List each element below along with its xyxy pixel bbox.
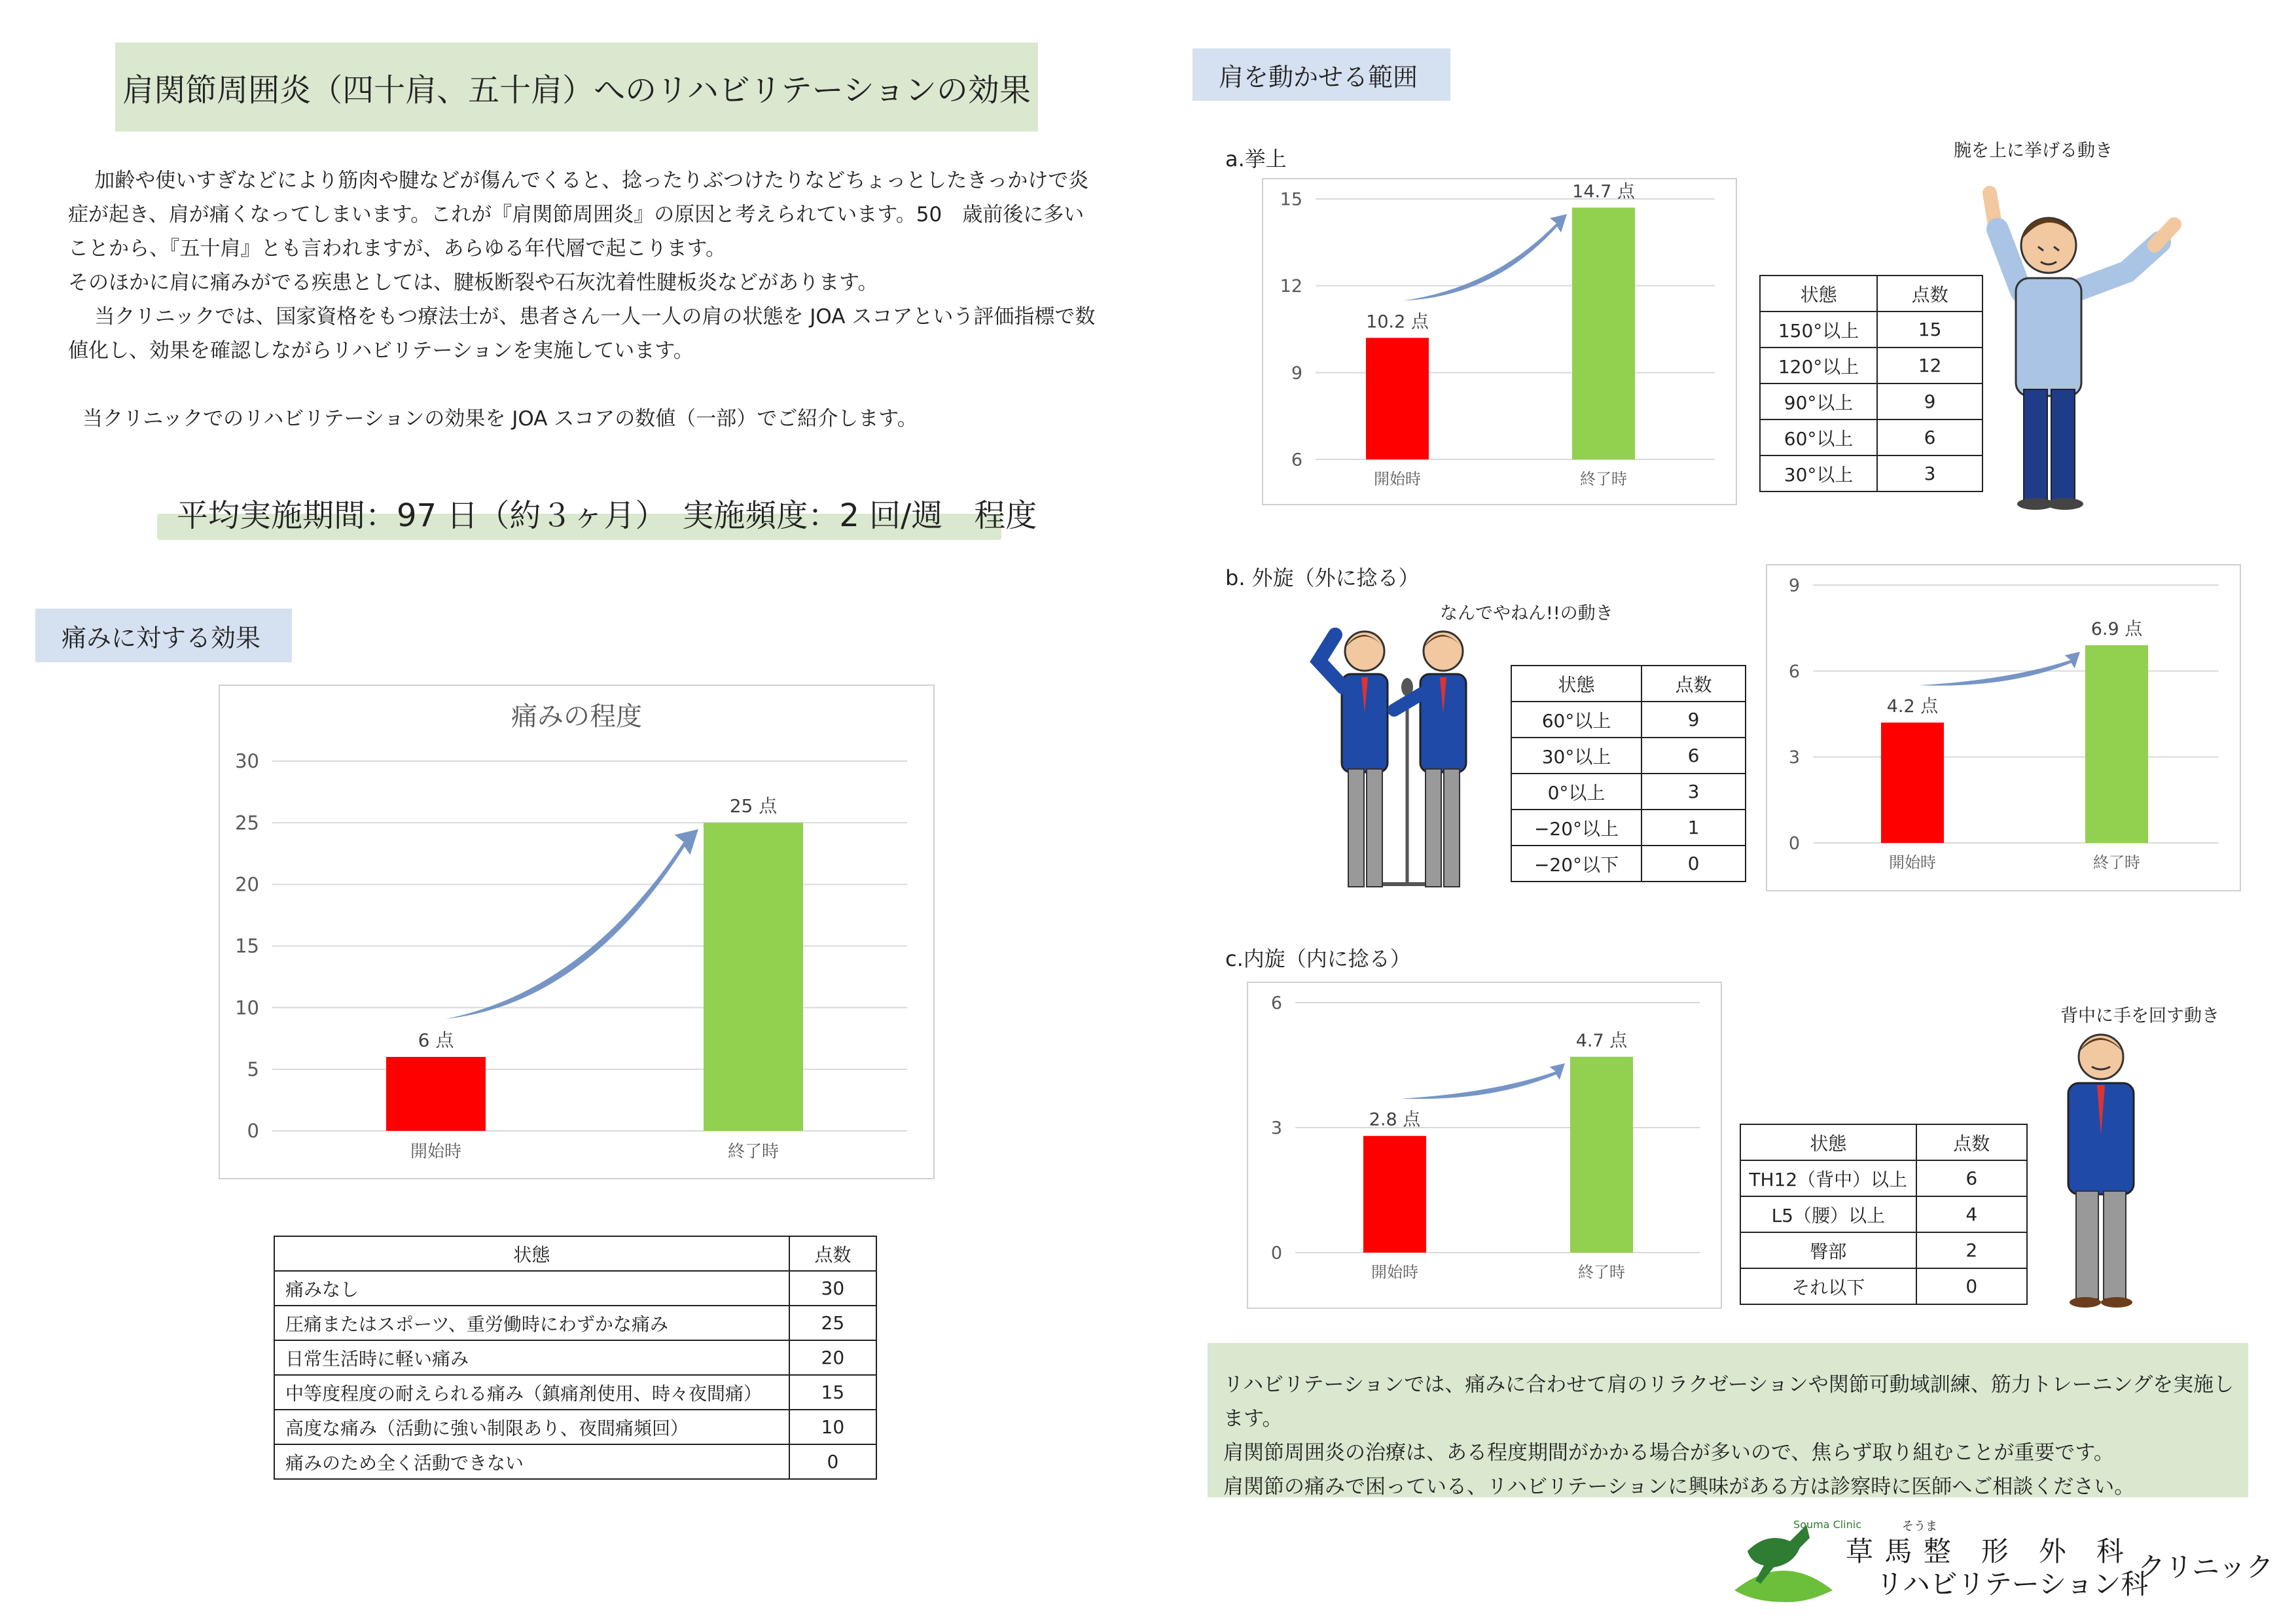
bar-end (1570, 1057, 1633, 1253)
y-tick-label: 25 (235, 812, 259, 834)
table-cell-state: −20°以下 (1511, 846, 1641, 882)
y-tick-label: 3 (1788, 747, 1800, 768)
external-rotation-chart-box (1766, 564, 2241, 891)
summary-line-1: リハビリテーションでは、痛みに合わせて肩のリラクゼーションや関節可動域訓練、筋力トレーニングを実施します。 (1223, 1373, 2234, 1431)
table-row (274, 1444, 876, 1479)
table-cell-state: L5（腰）以上 (1740, 1196, 1916, 1232)
table-cell-state: それ以下 (1740, 1268, 1916, 1304)
intro-paragraph-2: そのほかに肩に痛みがでる疾患としては、腱板断裂や石灰沈着性腱板炎などがあります。 (68, 271, 878, 294)
comedians-illustration (1309, 622, 1499, 893)
table-cell-score: 9 (1641, 702, 1746, 738)
logo-ruby: そうま (1902, 1520, 1937, 1533)
y-tick-label: 20 (235, 873, 259, 896)
page-title-text: 肩関節周囲炎（四十肩、五十肩）へのリハビリテーションの効果 (122, 71, 1031, 109)
x-category-label: 終了時 (2093, 853, 2140, 872)
increase-arrow-icon (1919, 652, 2080, 686)
table-row (1740, 1232, 2027, 1268)
x-category-label: 終了時 (1580, 470, 1627, 488)
table-header-cell: 状態 (274, 1236, 789, 1271)
table-cell-score: 4 (1916, 1196, 2027, 1232)
hand-behind-back-figure-illustration (2049, 1027, 2153, 1309)
table-row (1740, 1196, 2027, 1232)
table-cell-state: 圧痛またはスポーツ、重労働時にわずかな痛み (274, 1306, 789, 1340)
table-header-cell: 状態 (1740, 1124, 1916, 1160)
logo-line-2: リハビリテーション科 (1876, 1568, 2149, 1600)
table-cell-state: 中等度程度の耐えられる痛み（鎮痛剤使用、時々夜間痛） (274, 1375, 789, 1410)
elevation-label: a.挙上 (1225, 147, 1287, 171)
table-row (1511, 738, 1746, 774)
data-label: 10.2 点 (1366, 312, 1429, 332)
rom-section-heading (1193, 48, 1450, 101)
y-tick-label: 0 (1270, 1243, 1282, 1264)
table-cell-score: 3 (1641, 774, 1746, 810)
summary-box (1208, 1343, 2248, 1497)
table-cell-state: −20°以上 (1511, 810, 1641, 846)
table-cell-state: 30°以上 (1511, 738, 1641, 774)
table-cell-score: 15 (1877, 312, 1982, 348)
x-category-label: 開始時 (1374, 470, 1421, 488)
table-header-cell: 点数 (1916, 1124, 2027, 1160)
table-row (1760, 312, 1982, 348)
increase-arrow-icon (1404, 214, 1567, 300)
y-tick-label: 15 (1280, 189, 1302, 210)
internal-rotation-caption: 背中に手を回す動き (2060, 1006, 2219, 1026)
period-banner (157, 494, 1037, 540)
bar-start (1363, 1136, 1426, 1253)
table-cell-score: 1 (1641, 810, 1746, 846)
table-cell-score: 15 (789, 1375, 876, 1410)
table-row (1760, 348, 1982, 383)
data-label: 14.7 点 (1572, 181, 1635, 202)
bar-start (386, 1057, 486, 1131)
table-header-cell: 状態 (1511, 666, 1641, 702)
intro-paragraph-3: 当クリニックでは、国家資格をもつ療法士が、患者さん一人一人の肩の状態を JOA スコアという評価指標で数値化し、効果を確認しながらリハビリテーションを実施しています。 (68, 305, 1096, 363)
table-cell-score: 0 (1641, 846, 1746, 882)
intro-text (68, 164, 1102, 436)
external-rotation-chart (1767, 565, 2240, 890)
elevation-chart-box (1262, 178, 1737, 505)
x-category-label: 開始時 (1371, 1263, 1418, 1281)
data-label: 2.8 点 (1369, 1109, 1421, 1130)
table-cell-score: 6 (1641, 738, 1746, 774)
intro-paragraph-4: 当クリニックでのリハビリテーションの効果を JOA スコアの数値（一部）でご紹介します。 (82, 407, 918, 431)
y-tick-label: 6 (1270, 993, 1282, 1014)
y-tick-label: 3 (1270, 1118, 1282, 1139)
y-tick-label: 6 (1291, 450, 1302, 471)
table-cell-score: 10 (789, 1410, 876, 1444)
y-tick-label: 6 (1788, 661, 1800, 682)
page-title (115, 43, 1038, 132)
table-cell-state: TH12（背中）以上 (1740, 1160, 1916, 1196)
table-cell-score: 0 (789, 1444, 876, 1479)
table-row (1740, 1268, 2027, 1304)
table-header-cell: 点数 (789, 1236, 876, 1271)
y-tick-label: 15 (235, 935, 259, 957)
table-cell-state: 90°以上 (1760, 383, 1877, 419)
summary-line-2: 肩関節周囲炎の治療は、ある程度期間がかかる場合が多いので、焦らず取り組むことが重要です。 (1223, 1441, 2114, 1465)
external-rotation-caption: なんでやねん!!の動き (1440, 603, 1613, 624)
x-category-label: 終了時 (1578, 1263, 1625, 1281)
pain-chart-box (219, 685, 935, 1179)
y-tick-label: 10 (235, 996, 259, 1019)
table-row (1511, 810, 1746, 846)
pain-section-heading-text: 痛みに対する効果 (62, 623, 261, 652)
bar-end (2085, 645, 2148, 843)
internal-rotation-chart (1248, 983, 1721, 1308)
table-cell-state: 60°以上 (1760, 419, 1877, 455)
table-row (274, 1375, 876, 1410)
logo-line-1: 草 馬 整 形 外 科 (1846, 1535, 2125, 1567)
rom-section-heading-text: 肩を動かせる範囲 (1219, 62, 1418, 92)
table-row (274, 1271, 876, 1306)
x-category-label: 終了時 (727, 1142, 780, 1162)
table-cell-state: 臀部 (1740, 1232, 1916, 1268)
chart-title: 痛みの程度 (511, 702, 642, 732)
external-rotation-score-table (1511, 665, 1746, 882)
x-category-label: 開始時 (1889, 853, 1936, 872)
table-row (1511, 846, 1746, 882)
elevation-caption: 腕を上に挙げる動き (1954, 141, 2113, 161)
y-tick-label: 0 (247, 1120, 259, 1143)
y-tick-label: 30 (235, 750, 259, 773)
y-tick-label: 5 (247, 1058, 259, 1080)
bar-end (1572, 207, 1635, 459)
table-header-cell: 点数 (1641, 666, 1746, 702)
arms-raised-figure-illustration (1983, 180, 2179, 510)
table-row (1760, 419, 1982, 455)
table-header-cell: 点数 (1877, 276, 1982, 312)
table-row (274, 1340, 876, 1375)
internal-rotation-score-table (1740, 1124, 2028, 1305)
elevation-chart (1263, 179, 1736, 504)
table-row (1760, 455, 1982, 491)
logo-script-text: Souma Clinic (1793, 1518, 1862, 1531)
data-label: 25 点 (729, 795, 778, 817)
table-cell-state: 痛みなし (274, 1271, 789, 1306)
pain-score-table (274, 1236, 877, 1480)
table-cell-state: 30°以上 (1760, 455, 1877, 491)
table-cell-state: 日常生活時に軽い痛み (274, 1340, 789, 1375)
table-row (1760, 383, 1982, 419)
table-cell-state: 高度な痛み（活動に強い制限あり、夜間痛頻回） (274, 1410, 789, 1444)
table-cell-score: 20 (789, 1340, 876, 1375)
table-row (1511, 774, 1746, 810)
increase-arrow-icon (1401, 1063, 1565, 1099)
table-cell-state: 60°以上 (1511, 702, 1641, 738)
data-label: 6.9 点 (2090, 618, 2143, 639)
table-row (1740, 1160, 2027, 1196)
summary-line-3: 肩関節の痛みで困っている、リハビリテーションに興味がある方は診察時に医師へご相談ください。 (1223, 1475, 2135, 1499)
pain-section-heading (35, 609, 292, 662)
y-tick-label: 9 (1291, 363, 1302, 383)
elevation-score-table (1759, 275, 1983, 492)
table-cell-score: 9 (1877, 383, 1982, 419)
table-cell-state: 0°以上 (1511, 774, 1641, 810)
table-cell-score: 30 (789, 1271, 876, 1306)
table-cell-state: 痛みのため全く活動できない (274, 1444, 789, 1479)
bar-end (704, 823, 803, 1131)
pain-chart (220, 686, 933, 1178)
table-cell-score: 25 (789, 1306, 876, 1340)
data-label: 4.2 点 (1886, 696, 1939, 717)
bar-start (1366, 338, 1429, 459)
external-rotation-label: b. 外旋（外に捻る） (1225, 565, 1420, 590)
internal-rotation-chart-box (1247, 982, 1722, 1309)
clinic-logo-horse-icon (1728, 1512, 1862, 1603)
table-row (274, 1306, 876, 1340)
table-cell-score: 0 (1916, 1268, 2027, 1304)
x-category-label: 開始時 (410, 1142, 462, 1162)
table-cell-score: 6 (1916, 1160, 2027, 1196)
table-cell-score: 3 (1877, 455, 1982, 491)
logo-suffix: クリニック (2138, 1551, 2274, 1583)
internal-rotation-label: c.内旋（内に捻る） (1225, 946, 1411, 971)
table-row (274, 1410, 876, 1444)
table-cell-score: 6 (1877, 419, 1982, 455)
bar-start (1881, 722, 1944, 843)
increase-arrow-icon (446, 829, 698, 1019)
y-tick-label: 9 (1788, 575, 1800, 596)
table-row (1511, 702, 1746, 738)
y-tick-label: 0 (1788, 833, 1800, 854)
data-label: 6 点 (418, 1029, 454, 1051)
data-label: 4.7 点 (1575, 1030, 1628, 1051)
intro-paragraph-1: 加齢や使いすぎなどにより筋肉や腱などが傷んでくると、捻ったりぶつけたりなどちょっとしたきっかけで炎症が起き、肩が痛くなってしまいます。これが『肩関節周囲炎』の原因と考えられています。50 歳前後に多いことから、『五十肩』とも言われますが、あらゆる年代層で起こります。 (68, 169, 1089, 260)
table-cell-state: 120°以上 (1760, 348, 1877, 383)
table-header-cell: 状態 (1760, 276, 1877, 312)
table-cell-state: 150°以上 (1760, 312, 1877, 348)
table-cell-score: 2 (1916, 1232, 2027, 1268)
table-cell-score: 12 (1877, 348, 1982, 383)
y-tick-label: 12 (1280, 276, 1302, 297)
period-text: 平均実施期間：97 日（約３ヶ月） 実施頻度：2 回/週 程度 (177, 497, 1037, 534)
